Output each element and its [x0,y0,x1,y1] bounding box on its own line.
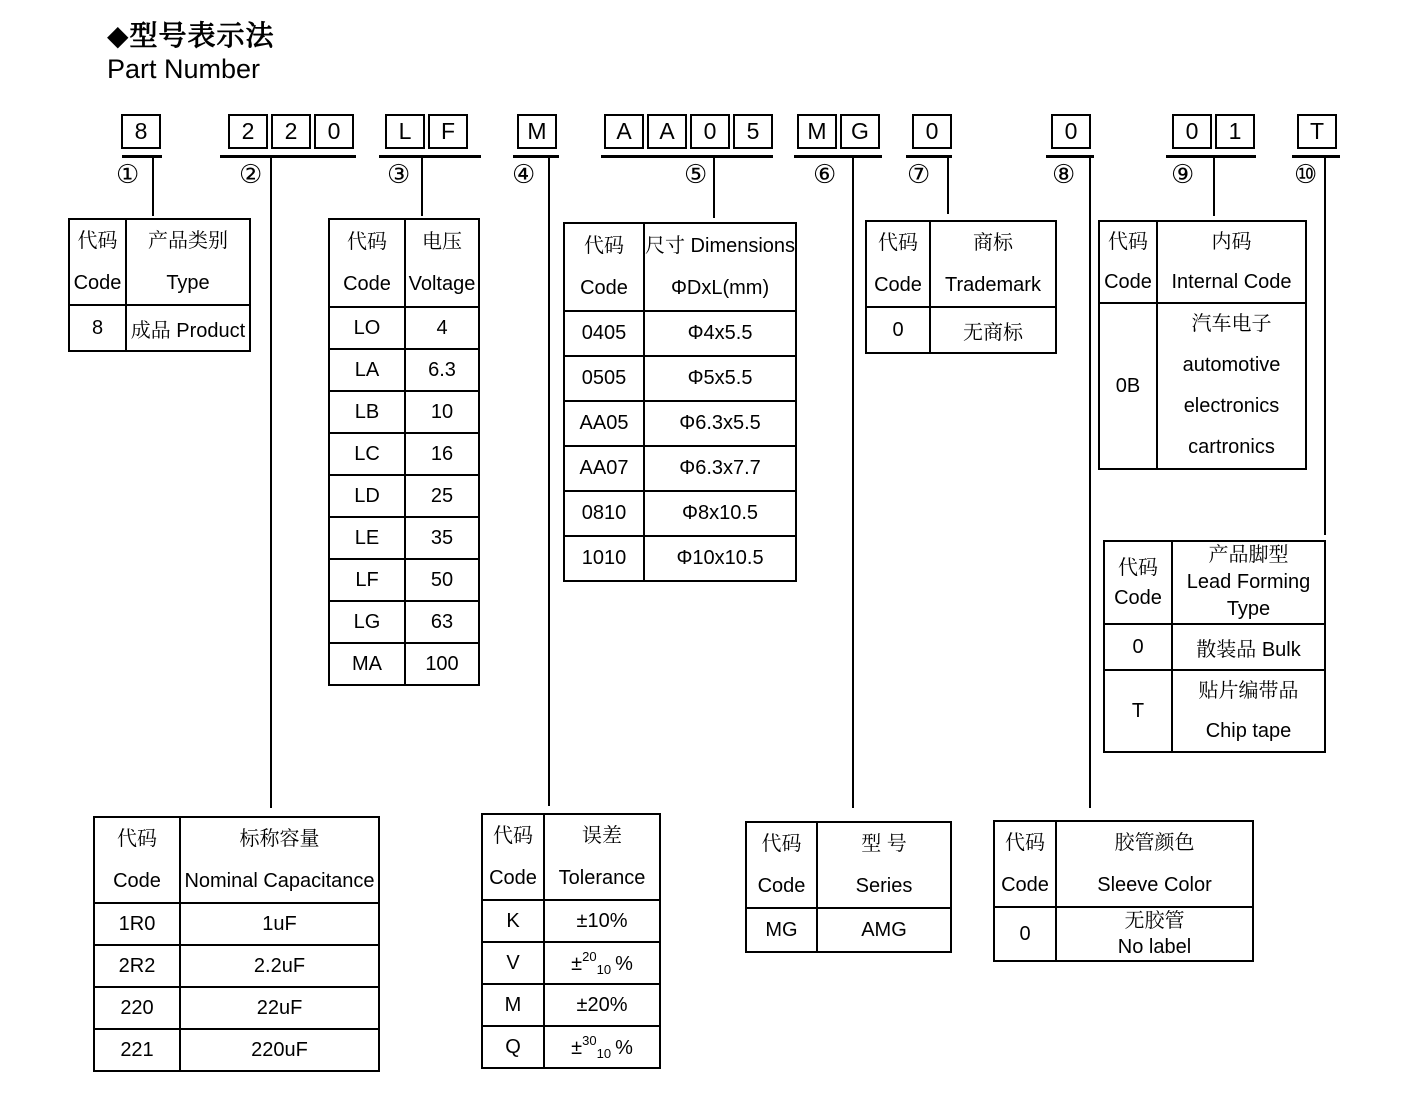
connector-line [548,158,550,806]
tolerance-minus: 10 [596,962,612,977]
header-code-zh: 代码 [1118,556,1158,579]
header-code-en: Code [1114,586,1162,609]
lead-forming-line: 贴片编带品 [1198,680,1299,702]
part-number-box: 2 [228,114,268,149]
segment-number: ⑩ [1294,159,1318,189]
table-row [482,984,660,1026]
segment-underline [794,155,882,158]
header-cell-code [1104,541,1172,624]
segment-number: ⑨ [1171,159,1195,189]
segment-underline [220,155,356,158]
header-cell-tolerance [544,814,660,900]
segment-underline [379,155,481,158]
header-lead-forming-line: Lead Forming [1186,571,1311,593]
header-code-zh: 代码 [493,825,533,847]
part-number-box: 0 [314,114,354,149]
segment-underline [122,155,162,158]
table-row [329,517,479,559]
code-cell: 0 [994,907,1056,961]
value-cell: 1uF [180,903,379,945]
code-cell: LA [329,349,405,391]
header-code-zh: 代码 [1005,832,1045,854]
table-header-row [482,814,660,900]
table-header-row [94,817,379,903]
code-cell: 8 [69,305,126,351]
header-cell-code [329,219,405,307]
segment-underline [1292,155,1340,158]
value-cell: 100 [405,643,479,685]
page-title-zh: ◆型号表示法 [107,20,275,51]
segment-number: ⑥ [813,159,837,189]
header-internal-en: Internal Code [1171,271,1292,293]
value-cell: 10 [405,391,479,433]
table-row [482,1026,660,1068]
code-cell: 0810 [564,491,644,536]
header-cell-code [994,821,1056,907]
internal-code-line: cartronics [1188,436,1275,458]
value-cell: 63 [405,601,479,643]
header-series-zh: 型 号 [861,833,907,855]
header-trademark-en: Trademark [945,274,1041,296]
header-code-zh: 代码 [584,235,624,257]
table-row [482,900,660,942]
table-row [746,908,951,952]
value-cell: 2.2uF [180,945,379,987]
connector-line [1213,158,1215,216]
table-row [329,433,479,475]
value-cell: 6.3 [405,349,479,391]
header-code-zh: 代码 [117,828,157,850]
code-cell: V [482,942,544,984]
part-number-box: A [604,114,644,149]
value-cell: 16 [405,433,479,475]
value-cell: Φ10x10.5 [644,536,796,581]
table-row [564,536,796,581]
code-cell: MA [329,643,405,685]
header-capacitance-zh: 标称容量 [239,828,320,850]
header-dimensions-zh: 尺寸 Dimensions [645,235,796,257]
table-row [564,311,796,356]
header-cell-lead-forming [1172,541,1325,624]
header-code-zh: 代码 [347,231,387,253]
segment-number: ⑧ [1052,159,1076,189]
header-lead-forming-line: 产品脚型 [1208,544,1289,566]
tolerance-percent: % [615,1037,633,1059]
header-cell-series [817,822,951,908]
table-row [564,401,796,446]
header-code-en: Code [874,274,922,296]
header-sleeve-en: Sleeve Color [1097,874,1212,896]
value-cell: AMG [817,908,951,952]
segment-number: ⑤ [684,159,708,189]
tolerance-sign: ± [571,953,583,975]
part-number-box: 5 [733,114,773,149]
code-cell: 0405 [564,311,644,356]
part-number-box: F [428,114,468,149]
code-cell: 2R2 [94,945,180,987]
segment-underline [601,155,773,158]
part-number-box: 0 [912,114,952,149]
segment-underline [906,155,952,158]
table-row [94,987,379,1029]
table-row [1104,670,1325,752]
header-tolerance-zh: 误差 [582,825,622,847]
table-row [69,305,250,351]
table-row [94,903,379,945]
table-header-row [1104,541,1325,624]
sleeve-color-line: 无胶管 [1124,910,1185,932]
table-row [329,559,479,601]
code-cell: LC [329,433,405,475]
segment-number: ③ [387,159,411,189]
capacitance-table [93,816,380,1072]
part-number-box: 2 [271,114,311,149]
header-code-en: Code [1104,271,1152,293]
part-number-box: 0 [690,114,730,149]
dimensions-table [563,222,797,582]
value-cell: 25 [405,475,479,517]
tolerance-plus: 20 [582,949,597,964]
header-tolerance-en: Tolerance [558,867,646,889]
code-cell: 0B [1099,303,1157,469]
header-lead-forming-line: Type [1226,598,1271,620]
part-number-box: T [1297,114,1337,149]
table-row [329,307,479,349]
header-cell-code [746,822,817,908]
table-header-row [329,219,479,307]
value-cell: 50 [405,559,479,601]
product-type-table [68,218,251,352]
value-cell: Φ6.3x7.7 [644,446,796,491]
value-cell [544,942,660,984]
segment-underline [513,155,559,158]
table-row [564,491,796,536]
table-row [994,907,1253,961]
connector-line [713,158,715,218]
table-row [329,601,479,643]
header-cell-dimensions [644,223,796,311]
trademark-table [865,220,1057,354]
table-row [94,1029,379,1071]
header-cell-capacitance [180,817,379,903]
internal-code-line: 汽车电子 [1191,313,1272,335]
table-row [564,356,796,401]
connector-line [852,158,854,808]
header-internal-zh: 内码 [1211,231,1252,253]
table-row [329,643,479,685]
lead-forming-table [1103,540,1326,753]
code-cell: AA07 [564,446,644,491]
table-header-row [994,821,1253,907]
code-cell: AA05 [564,401,644,446]
header-capacitance-en: Nominal Capacitance [184,870,375,892]
code-cell: T [1104,670,1172,752]
code-cell: 0 [1104,624,1172,670]
header-code-zh: 代码 [77,230,118,252]
code-cell: 0 [866,307,930,353]
segment-underline [1046,155,1094,158]
table-row [866,307,1056,353]
part-number-box: 8 [121,114,161,149]
internal-code-table [1098,220,1307,470]
header-code-zh: 代码 [1108,231,1148,253]
segment-number: ② [239,159,263,189]
internal-code-line: electronics [1183,395,1280,417]
series-table [745,821,952,953]
page-title-en: Part Number [107,54,261,84]
code-cell: 1R0 [94,903,180,945]
header-type-zh: 产品类别 [148,230,228,252]
table-row [564,446,796,491]
part-number-box: M [797,114,837,149]
tolerance-sign: ± [571,1037,583,1059]
segment-number: ④ [512,159,536,189]
table-header-row [866,221,1056,307]
value-cell: 成品 Product [126,305,250,351]
code-cell: M [482,984,544,1026]
value-cell: 22uF [180,987,379,1029]
value-cell: 散装品 Bulk [1172,624,1325,670]
connector-line [152,158,154,216]
tolerance-percent: % [615,953,633,975]
table-row [482,942,660,984]
code-cell: Q [482,1026,544,1068]
header-cell-trademark [930,221,1056,307]
tolerance-table [481,813,661,1069]
table-header-row [564,223,796,311]
value-cell: Φ6.3x5.5 [644,401,796,446]
connector-line [270,158,272,808]
connector-line [1089,158,1091,808]
sleeve-color-table [993,820,1254,962]
code-cell: LD [329,475,405,517]
value-cell: Φ4x5.5 [644,311,796,356]
code-cell: LB [329,391,405,433]
tolerance-plus: 30 [582,1033,597,1048]
code-cell: LE [329,517,405,559]
table-row [1104,624,1325,670]
value-cell: Φ5x5.5 [644,356,796,401]
header-cell-code [564,223,644,311]
value-cell [1172,670,1325,752]
header-cell-sleeve-color [1056,821,1253,907]
voltage-table [328,218,480,686]
table-header-row [1099,221,1306,303]
header-code-en: Code [343,273,391,295]
code-cell: 221 [94,1029,180,1071]
code-cell: 0505 [564,356,644,401]
internal-code-line: automotive [1182,354,1281,376]
header-code-en: Code [113,870,161,892]
part-number-box: 1 [1215,114,1255,149]
segment-number: ① [116,159,140,189]
header-cell-code [866,221,930,307]
header-code-en: Code [757,875,806,897]
value-cell: ±10% [544,900,660,942]
header-trademark-zh: 商标 [973,232,1013,254]
table-row [329,475,479,517]
value-cell: 无商标 [930,307,1056,353]
value-cell: 4 [405,307,479,349]
value-cell: ±20% [544,984,660,1026]
header-cell-voltage [405,219,479,307]
tolerance-minus: 10 [596,1046,612,1061]
part-number-box: 0 [1051,114,1091,149]
part-number-box: L [385,114,425,149]
header-type-en: Type [166,272,210,294]
part-number-box: 0 [1172,114,1212,149]
value-cell [1056,907,1253,961]
header-code-zh: 代码 [761,833,802,855]
connector-line [1324,158,1326,535]
segment-number: ⑦ [907,159,931,189]
table-header-row [69,219,250,305]
lead-forming-line: Chip tape [1205,720,1292,742]
header-code-en: Code [489,867,537,889]
table-row [329,391,479,433]
value-cell [544,1026,660,1068]
value-cell: 220uF [180,1029,379,1071]
table-row [329,349,479,391]
code-cell: LG [329,601,405,643]
part-number-box: A [647,114,687,149]
code-cell: LF [329,559,405,601]
header-series-en: Series [855,875,913,897]
header-code-en: Code [73,272,122,294]
header-sleeve-zh: 胶管颜色 [1114,832,1195,854]
header-cell-type [126,219,250,305]
header-cell-code [69,219,126,305]
table-header-row [746,822,951,908]
value-cell: Φ8x10.5 [644,491,796,536]
segment-underline [1166,155,1256,158]
table-row [1099,303,1306,469]
value-cell [1157,303,1306,469]
code-cell: 220 [94,987,180,1029]
header-code-en: Code [580,277,628,299]
sleeve-color-line: No label [1117,936,1192,958]
table-row [94,945,379,987]
code-cell: 1010 [564,536,644,581]
header-cell-internal-code [1157,221,1306,303]
part-number-box: M [517,114,557,149]
header-voltage-zh: 电压 [422,231,462,253]
header-cell-code [482,814,544,900]
header-cell-code [1099,221,1157,303]
connector-line [947,158,949,214]
header-code-en: Code [1001,874,1049,896]
part-number-box: G [840,114,880,149]
header-cell-code [94,817,180,903]
connector-line [421,158,423,216]
header-voltage-en: Voltage [408,273,476,295]
value-cell: 35 [405,517,479,559]
code-cell: K [482,900,544,942]
header-code-zh: 代码 [878,232,918,254]
header-dimensions-en: ΦDxL(mm) [670,277,770,299]
code-cell: LO [329,307,405,349]
code-cell: MG [746,908,817,952]
